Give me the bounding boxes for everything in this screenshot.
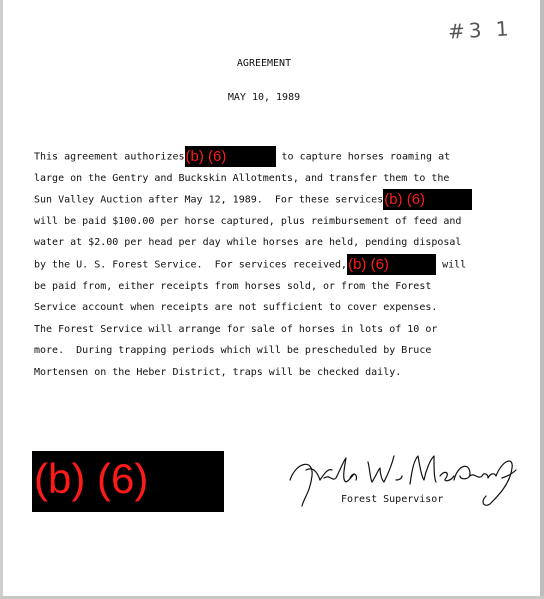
body-text-segment: will: [436, 259, 467, 271]
scan-edge-left: [0, 0, 3, 599]
body-text-segment: by the U. S. Forest Service. For services received,: [34, 259, 348, 271]
body-line-6: [34, 254, 504, 276]
redaction-box: (b) (6): [383, 189, 472, 210]
body-line-1: [34, 146, 504, 168]
body-text-segment: This agreement authorizes: [34, 151, 185, 163]
body-line-7: be paid from, either receipts from horses sold, or from the Forest: [34, 280, 432, 292]
body-line-10: more. During trapping periods which will be prescheduled by Bruce: [34, 345, 432, 357]
body-text-segment: Sun Valley Auction after May 12, 1989. For these services: [34, 194, 384, 206]
document-title: AGREEMENT: [236, 58, 292, 69]
body-line-5: water at $2.00 per head per day while horses are held, pending disposal: [34, 237, 462, 249]
signature-redaction-box: (b) (6): [32, 451, 224, 512]
scan-edge-right: [540, 0, 544, 599]
document-date: MAY 10, 1989: [227, 92, 301, 103]
handwritten-page-mark: #3 1: [447, 16, 514, 44]
body-text-segment: to capture horses roaming at: [275, 151, 451, 163]
body-line-4: will be paid $100.00 per horse captured, plus reimbursement of feed and: [34, 215, 462, 227]
body-line-9: The Forest Service will arrange for sale of horses in lots of 10 or: [34, 323, 438, 335]
body-line-11: Mortensen on the Heber District, traps will be checked daily.: [34, 366, 402, 378]
body-line-2: large on the Gentry and Buckskin Allotments, and transfer them to the: [34, 172, 450, 184]
body-line-8: Service account when receipts are not sufficient to cover expenses.: [34, 302, 438, 314]
body-line-3: [34, 189, 504, 211]
agreement-body: [34, 146, 504, 384]
signatory-title: Forest Supervisor: [341, 494, 444, 505]
redaction-box: (b) (6): [347, 254, 436, 275]
redaction-box: (b) (6): [185, 146, 276, 167]
